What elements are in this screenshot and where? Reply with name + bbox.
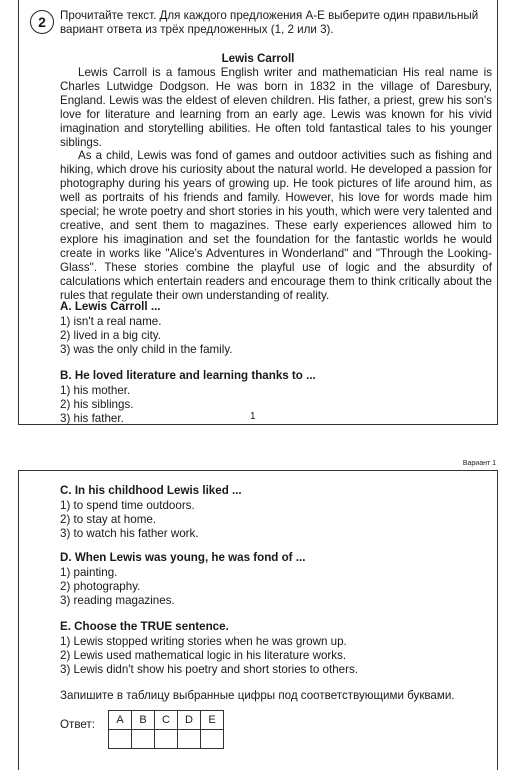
answer-letter: D — [178, 711, 201, 730]
answer-letter: C — [155, 711, 178, 730]
answer-instruction: Запишите в таблицу выбранные цифры под соответствующими буквами. — [60, 689, 455, 702]
answer-cell-d[interactable] — [178, 730, 201, 749]
question-heading: E. Choose the TRUE sentence. — [60, 620, 229, 633]
option: 2) Lewis used mathematical logic in his literature works. — [60, 648, 347, 662]
question-heading: C. In his childhood Lewis liked ... — [60, 484, 242, 497]
question-a — [60, 300, 232, 357]
option: 1) his mother. — [60, 383, 131, 397]
option: 3) was the only child in the family. — [60, 342, 233, 356]
option: 1) painting. — [60, 565, 118, 579]
answer-cell-b[interactable] — [132, 730, 155, 749]
question-e — [60, 620, 358, 677]
option: 2) lived in a big city. — [60, 328, 161, 342]
option: 3) to watch his father work. — [60, 526, 199, 540]
option: 3) his father. — [60, 411, 124, 425]
question-d — [60, 551, 305, 608]
answer-cell-c[interactable] — [155, 730, 178, 749]
option: 2) photography. — [60, 579, 141, 593]
option: 2) to stay at home. — [60, 512, 157, 526]
option: 3) Lewis didn't show his poetry and short stories to others. — [60, 662, 359, 676]
option: 3) reading magazines. — [60, 593, 175, 607]
option: 1) isn't a real name. — [60, 314, 162, 328]
option: 1) Lewis stopped writing stories when he was grown up. — [60, 634, 347, 648]
answer-cell-a[interactable] — [109, 730, 132, 749]
task-instruction: Прочитайте текст. Для каждого предложения А-Е выберите один правильный вариант ответа из трёх предложенных (1, 2 или 3). — [60, 9, 479, 36]
page-number: 1 — [250, 411, 256, 422]
answer-letter: A — [109, 711, 132, 730]
answer-cell-e[interactable] — [201, 730, 224, 749]
answer-letter: B — [132, 711, 155, 730]
question-heading: B. He loved literature and learning thanks to ... — [60, 369, 316, 382]
question-heading: D. When Lewis was young, he was fond of ... — [60, 551, 306, 564]
question-c — [60, 484, 242, 541]
text-title: Lewis Carroll — [221, 52, 295, 65]
answer-label: Ответ: — [60, 718, 95, 731]
paragraph-1: Lewis Carroll is a famous English writer and mathematician His real name is Charles Lutwidge Dodgson. He was born in 1832 in the village of Daresbury, England. Lewis was the eldest of eleven children. His father, a priest, grew his son's love for literature and learning from an early age. Lewis was known for his vivid imagination and storytelling abilities. He often told fantastical tales to his younger siblings. — [60, 66, 492, 149]
question-b — [60, 369, 316, 426]
reading-text — [60, 66, 492, 302]
question-heading: A. Lewis Carroll ... — [60, 300, 161, 313]
task-number: 2 — [30, 10, 54, 34]
variant-label: Вариант 1 — [462, 460, 496, 467]
answer-table — [108, 710, 224, 749]
answer-letter: E — [201, 711, 224, 730]
paragraph-2: As a child, Lewis was fond of games and outdoor activities such as fishing and hiking, which drove his curiosity about the natural world. He developed a passion for photography during his years of growing up. He took pictures of life around him, as well as portraits of his friends and family. However, his love for words made him special; he wrote poetry and short stories in his youth, which were very talented and creative, and sent them to magazines. These early experiences allowed him to explore his imagination and set the foundation for the fantastic worlds he would create in works like "Alice's Adventures in Wonderland" and "Through the Looking-Glass". These stories combine the playful use of logic and the absurdity of calculations which entertain readers and encourage them to think critically about the rules that regulate their own understanding of reality. — [60, 149, 492, 302]
option: 1) to spend time outdoors. — [60, 498, 195, 512]
option: 2) his siblings. — [60, 397, 134, 411]
